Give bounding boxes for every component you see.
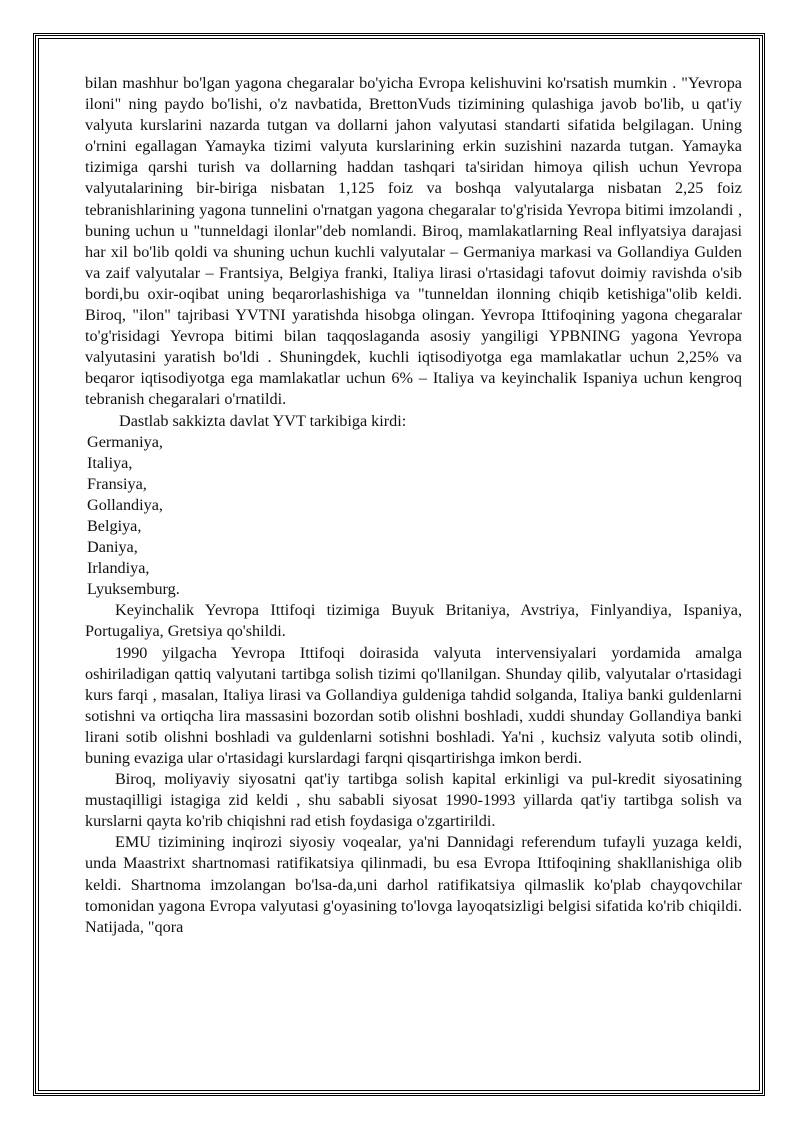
paragraph: EMU tizimining inqirozi siyosiy voqealar, ya'ni Dannidagi referendum tufayli yuzaga keldi, unda Maastrixt shartnomasi ratifikatsiya qilinmadi, bu esa Evropa Ittifoqining shakllanishiga olib keldi. Shartnoma imzolangan bo'lsa-da,uni darhol ratifikatsiya qilmaslik ko'plab chayqovchilar tomonidan yagona Evropa valyutasi g'oyasining to'lovga layoqatsizligi belgisi sifatida ko'rib chiqildi. Natijada, "qora [85, 833, 742, 936]
paragraph: 1990 yilgacha Yevropa Ittifoqi doirasida valyuta intervensiyalari yordamida amalga oshiriladigan qattiq valyutani tartibga solish tizimi qo'llanilgan. Shunday qilib, valyutalar o'rtasidagi kurs farqi , masalan, Italiya lirasi va Gollandiya guldeniga tahdid solganda, Italiya banki guldenlarni sotishni va ortiqcha lira massasini bozordan sotib olishni boshladi, xuddi shunday Gollandiya banki lirani sotib olishni boshladi va guldenlarni sotishni boshladi. Ya'ni , kuchsiz valyuta sotib olindi, buning evaziga ular o'rtasidagi kurslardagi farqni qisqartirishga imkon berdi. [85, 643, 742, 767]
list-item: Gollandiya, [87, 495, 163, 514]
list-item: Lyuksemburg. [87, 580, 180, 599]
list-item: Fransiya, [87, 474, 147, 493]
list-item: Belgiya, [87, 516, 142, 535]
paragraph: bilan mashhur bo'lgan yagona chegaralar bo'yicha Evropa kelishuvini ko'rsatish mumkin . "Yevropa iloni" ning paydo bo'lishi, o'z navbatida, BrettonVuds tizimining qulashiga javob bo'lib, u qat'iy valyuta kurslarini nazarda tutgan va dollarni jahon valyutasi standarti sifatida belgilagan. Uning o'rnini egallagan Yamayka tizimi valyuta kurslarining erkin suzishini nazarda tutgan. Yamayka tizimiga qarshi turish va dollarning haddan tashqari ta'siridan himoya qilish uchun Yevropa valyutalarining bir-biriga nisbatan 1,125 foiz va boshqa valyutalarga nisbatan 2,25 foiz tebranishlarining yagona tunnelini o'rnatgan yagona chegaralar to'g'risida Yevropa bitimi imzolandi , buning uchun u "tunneldagi ilonlar"deb nomlandi. Biroq, mamlakatlarning Real inflyatsiya darajasi har xil bo'lib qoldi va shuning uchun kuchli valyutalar – Germaniya markasi va Gollandiya Gulden va zaif valyutalar – Frantsiya, Belgiya franki, Italiya lirasi o'rtasidagi tafovut doimiy ravishda o'sib bordi,bu oxir-oqibat uning beqarorlashishiga va "tunneldan ilonning chiqib ketishiga"olib keldi. Biroq, "ilon" tajribasi YVTNI yaratishda hisobga olingan. Yevropa Ittifoqining yagona chegaralar to'g'risidagi Yevropa bitimi bilan taqqoslaganda asosiy yangiligi YPBNING yagona Yevropa valyutasini yaratish bo'ldi . Shuningdek, kuchli iqtisodiyotga ega mamlakatlar uchun 2,25% va beqaror iqtisodiyotga ega mamlakatlar uchun 6% – Italiya va keyinchalik Ispaniya uchun kengroq tebranish chegaralari o'rnatildi. [85, 74, 742, 409]
country-list [85, 432, 742, 601]
document-body [85, 73, 742, 938]
list-item: Irlandiya, [87, 559, 150, 578]
paragraph: Keyinchalik Yevropa Ittifoqi tizimiga Buyuk Britaniya, Avstriya, Finlyandiya, Ispaniya, Portugaliya, Gretsiya qo'shildi. [85, 601, 742, 641]
paragraph: Dastlab sakkizta davlat YVT tarkibiga kirdi: [119, 411, 407, 430]
list-item: Daniya, [87, 538, 138, 557]
paragraph: Biroq, moliyaviy siyosatni qat'iy tartibga solish kapital erkinligi va pul-kredit siyosatining mustaqilligi istagiga zid keldi , shu sababli siyosat 1990-1993 yillarda qat'iy tartibga solish va kurslarni qayta ko'rib chiqishni rad etish foydasiga o'zgartirildi. [85, 770, 742, 831]
list-item: Italiya, [87, 453, 133, 472]
list-item: Germaniya, [87, 432, 163, 451]
